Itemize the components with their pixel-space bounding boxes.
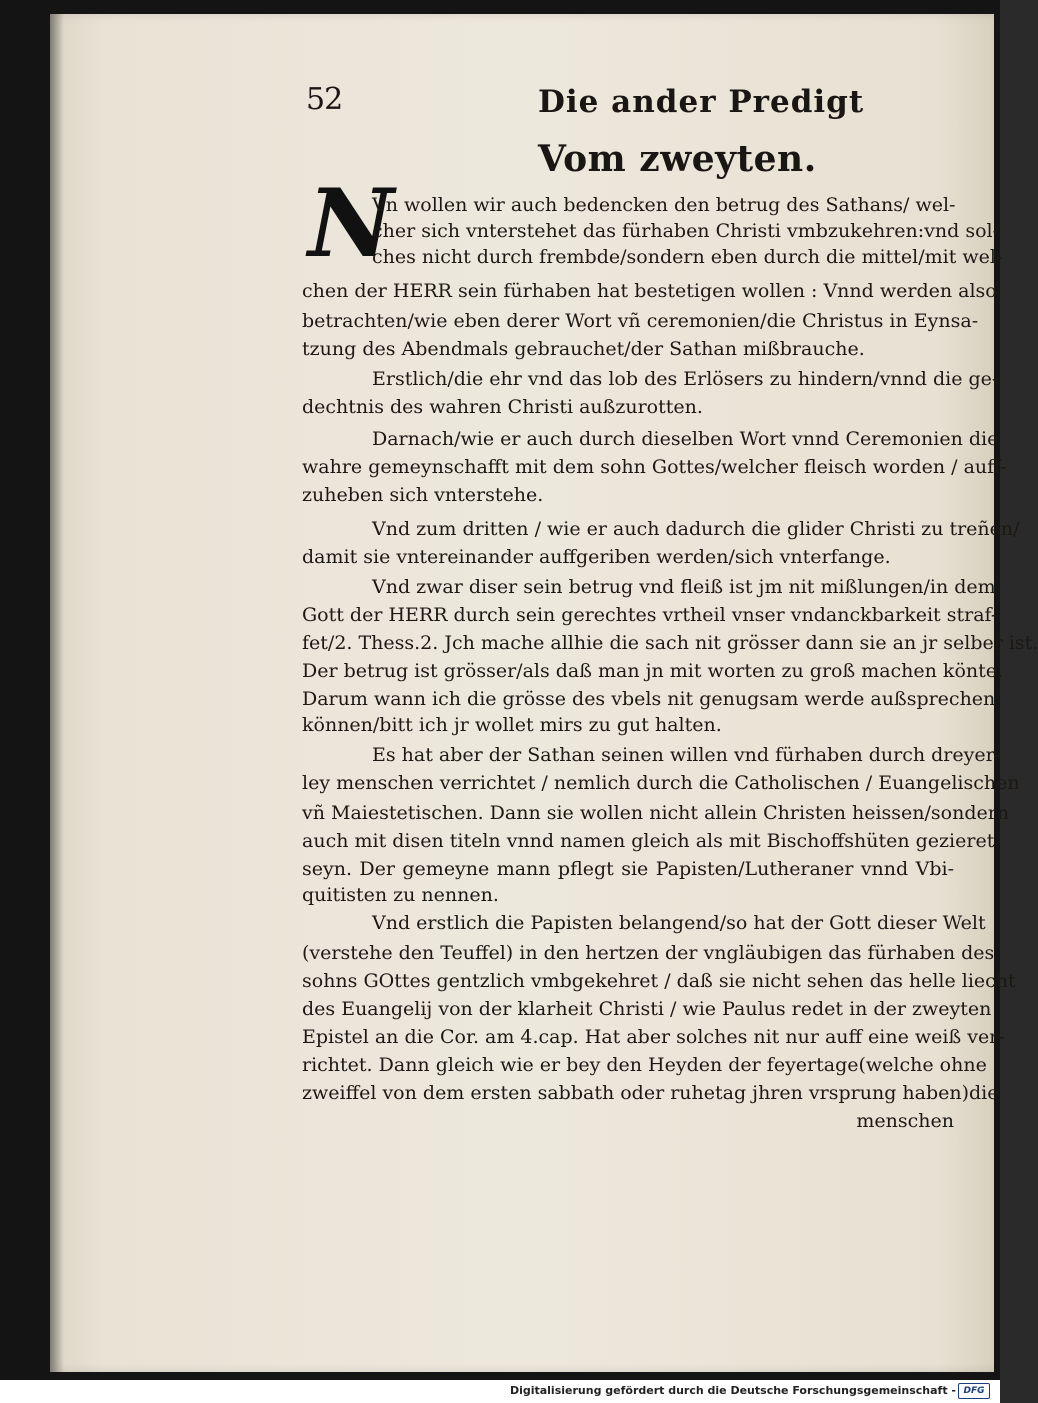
text-line: tzung des Abendmals gebrauchet/der Sathan mißbrauche. <box>302 338 865 360</box>
text-line: des Euangelij von der klarheit Christi / wie Paulus redet in der zweyten <box>302 998 992 1020</box>
text-line: betrachten/wie eben derer Wort vñ ceremonien/die Christus in Eynsa- <box>302 310 979 332</box>
text-line: Vnd erstlich die Papisten belangend/so hat der Gott dieser Welt <box>372 912 986 934</box>
text-line: sohns GOttes gentzlich vmbgekehret / daß sie nicht sehen das helle liecht <box>302 970 1016 992</box>
text-line: ley menschen verrichtet / nemlich durch die Catholischen / Euangelischen <box>302 772 1020 794</box>
text-line: Epistel an die Cor. am 4.cap. Hat aber solches nit nur auff eine weiß ver- <box>302 1026 1005 1048</box>
section-heading: Vom zweyten. <box>538 138 817 180</box>
text-line: fet/2. Thess.2. Jch mache allhie die sach nit grösser dann sie an jr selber ist. <box>302 632 1038 654</box>
text-line: Der betrug ist grösser/als daß man jn mit worten zu groß machen könte. <box>302 660 1004 682</box>
drop-initial: N <box>308 169 394 279</box>
text-line: damit sie vntereinander auffgeriben werden/sich vnterfange. <box>302 546 891 568</box>
dfg-logo-icon: DFG <box>958 1383 990 1399</box>
text-line: Darnach/wie er auch durch dieselben Wort vnnd Ceremonien die <box>372 428 999 450</box>
text-line: Vn wollen wir auch bedencken den betrug des Sathans/ wel- <box>372 194 956 216</box>
text-line: vñ Maiestetischen. Dann sie wollen nicht allein Christen heissen/sondern <box>302 802 1010 824</box>
running-head: Die ander Predigt <box>538 84 865 120</box>
text-line: ches nicht durch frembde/sondern eben durch die mittel/mit wel- <box>372 246 1003 268</box>
text-line: können/bitt ich jr wollet mirs zu gut halten. <box>302 714 722 736</box>
text-line: auch mit disen titeln vnnd namen gleich als mit Bischoffshüten gezieret <box>302 830 995 852</box>
text-line: Vnd zwar diser sein betrug vnd fleiß ist jm nit mißlungen/in dem <box>372 576 996 598</box>
text-line: Erstlich/die ehr vnd das lob des Erlösers zu hindern/vnnd die ge- <box>372 368 999 390</box>
text-line: zuheben sich vnterstehe. <box>302 484 544 506</box>
text-line: Gott der HERR durch sein gerechtes vrtheil vnser vndanckbarkeit straf- <box>302 604 998 626</box>
text-line: wahre gemeynschafft mit dem sohn Gottes/welcher fleisch worden / auff- <box>302 456 1007 478</box>
text-line: Vnd zum dritten / wie er auch dadurch die glider Christi zu treñen/ <box>372 518 1020 540</box>
page-number: 52 <box>306 82 343 117</box>
text-line: (verstehe den Teuffel) in den hertzen der vngläubigen das fürhaben des <box>302 942 995 964</box>
text-line: seyn. Der gemeyne mann pflegt sie Papisten/Lutheraner vnnd Vbi- <box>302 858 954 880</box>
text-line: cher sich vnterstehet das fürhaben Christi vmbzukehren:vnd sol- <box>372 220 999 242</box>
text-line: dechtnis des wahren Christi außzurotten. <box>302 396 703 418</box>
page-gutter-shadow <box>50 14 64 1372</box>
text-line: zweiffel von dem ersten sabbath oder ruhetag jhren vrsprung haben)die <box>302 1082 999 1104</box>
text-line: Es hat aber der Sathan seinen willen vnd fürhaben durch dreyer- <box>372 744 1002 766</box>
text-line: Darum wann ich die grösse des vbels nit genugsam werde außsprechen <box>302 688 996 710</box>
footer-credit: Digitalisierung gefördert durch die Deutsche Forschungsgemeinschaft - <box>509 1384 956 1397</box>
text-line: menschen <box>856 1110 954 1132</box>
text-line: richtet. Dann gleich wie er bey den Heyden der feyertage(welche ohne <box>302 1054 987 1076</box>
text-line: chen der HERR sein fürhaben hat bestetigen wollen : Vnnd werden also <box>302 280 997 302</box>
text-line: quitisten zu nennen. <box>302 884 499 906</box>
